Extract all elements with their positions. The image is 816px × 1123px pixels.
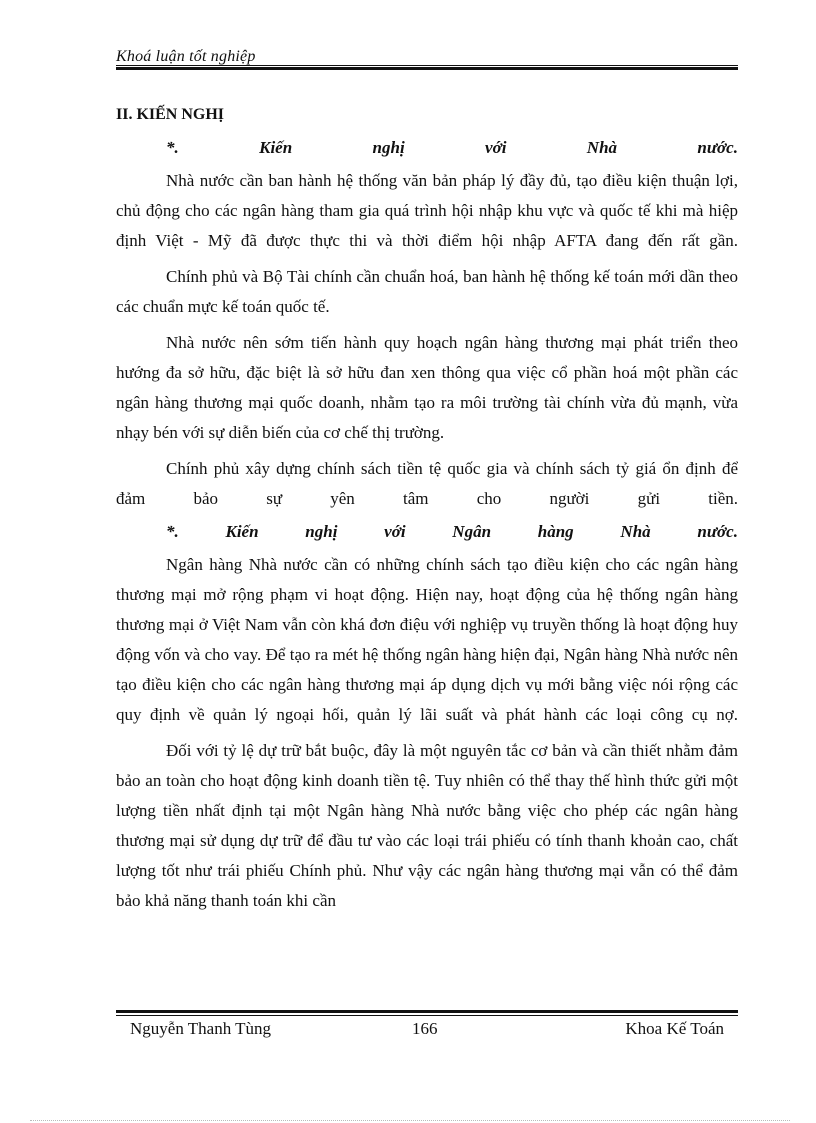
document-body bbox=[116, 100, 738, 916]
sub-heading-word: hàng bbox=[537, 522, 574, 541]
section-heading: II. KIẾN NGHỊ bbox=[116, 106, 225, 123]
sub-heading-word: nước. bbox=[697, 138, 738, 157]
footer-department: Khoa Kế Toán bbox=[625, 1019, 724, 1038]
page-footer bbox=[130, 1019, 724, 1043]
paragraph: Đối với tỷ lệ dự trữ bắt buộc, đây là một nguyên tắc cơ bản và cần thiết nhằm đảm bảo an toàn cho hoạt động kinh doanh tiền tệ. Tuy nhiên có thể thay thế hình thức gửi một lượng tiền nhất định tại một Ngân hàng Nhà nước bằng việc cho phép các ngân hàng thương mại sử dụng dự trữ để đầu tư vào các loại trái phiếu có tính thanh khoản cao, chất lượng tốt như trái phiếu Chính phủ. Như vậy các ngân hàng thương mại vẫn có thể đảm bảo khả năng thanh toán khi cần bbox=[116, 741, 738, 910]
sub-heading-word: *. bbox=[166, 522, 179, 541]
sub-heading-word: với bbox=[384, 522, 406, 541]
page-edge-divider bbox=[30, 1120, 790, 1122]
sub-heading-word: Kiến bbox=[259, 138, 293, 157]
sub-heading-word: nước. bbox=[697, 522, 738, 541]
sub-heading-central-bank bbox=[166, 514, 738, 550]
header-rule-thick bbox=[116, 67, 738, 70]
page-number: 166 bbox=[412, 1019, 438, 1038]
footer-author: Nguyễn Thanh Tùng bbox=[130, 1019, 272, 1038]
sub-heading-word: nghị bbox=[372, 138, 405, 157]
sub-heading-state bbox=[166, 130, 738, 166]
footer-rule-thin bbox=[116, 1015, 738, 1016]
sub-heading-word: Kiến bbox=[225, 522, 259, 541]
paragraph: Nhà nước nên sớm tiến hành quy hoạch ngân hàng thương mại phát triển theo hướng đa sở hữu, đặc biệt là sở hữu đan xen thông qua việc cổ phần hoá một phần các ngân hàng thương mại quốc doanh, nhằm tạo ra môi trường tài chính vừa đủ mạnh, vừa nhạy bén với sự diễn biến của cơ chế thị trường. bbox=[116, 333, 738, 442]
footer-rule-thick bbox=[116, 1010, 738, 1013]
sub-heading-word: nghị bbox=[305, 522, 338, 541]
sub-heading-word: Ngân bbox=[452, 522, 492, 541]
sub-heading-word: Nhà bbox=[620, 522, 651, 541]
header-rule-thin bbox=[116, 65, 738, 66]
paragraph: Nhà nước cần ban hành hệ thống văn bản pháp lý đầy đủ, tạo điều kiện thuận lợi, chủ động cho các ngân hàng tham gia quá trình hội nhập khu vực và quốc tế khi mà hiệp định Việt - Mỹ đã được thực thi và thời điểm hội nhập AFTA đang đến rất gần. bbox=[116, 171, 738, 250]
sub-heading-word: *. bbox=[166, 138, 179, 157]
sub-heading-word: Nhà bbox=[586, 138, 618, 157]
paragraph: Ngân hàng Nhà nước cần có những chính sách tạo điều kiện cho các ngân hàng thương mại mở rộng phạm vi hoạt động. Hiện nay, hoạt động của hệ thống ngân hàng thương mại ở Việt Nam vẫn còn khá đơn điệu với nghiệp vụ truyền thống là hoạt động huy động vốn và cho vay. Để tạo ra mét hệ thống ngân hàng hiện đại, Ngân hàng Nhà nước nên tạo điều kiện cho các ngân hàng thương mại áp dụng dịch vụ mới bằng việc nói rộng các quy định về quản lý ngoại hối, quản lý lãi suất và phát hành các loại công cụ nợ. bbox=[116, 555, 738, 724]
paragraph: Chính phủ và Bộ Tài chính cần chuẩn hoá, ban hành hệ thống kế toán mới dần theo các chuẩn mực kế toán quốc tế. bbox=[116, 267, 738, 316]
header-title: Khoá luận tốt nghiệp bbox=[116, 48, 256, 65]
paragraph: Chính phủ xây dựng chính sách tiền tệ quốc gia và chính sách tỷ giá ổn định để đảm bảo sự yên tâm cho người gửi tiền. bbox=[116, 459, 738, 508]
sub-heading-word: với bbox=[485, 138, 507, 157]
